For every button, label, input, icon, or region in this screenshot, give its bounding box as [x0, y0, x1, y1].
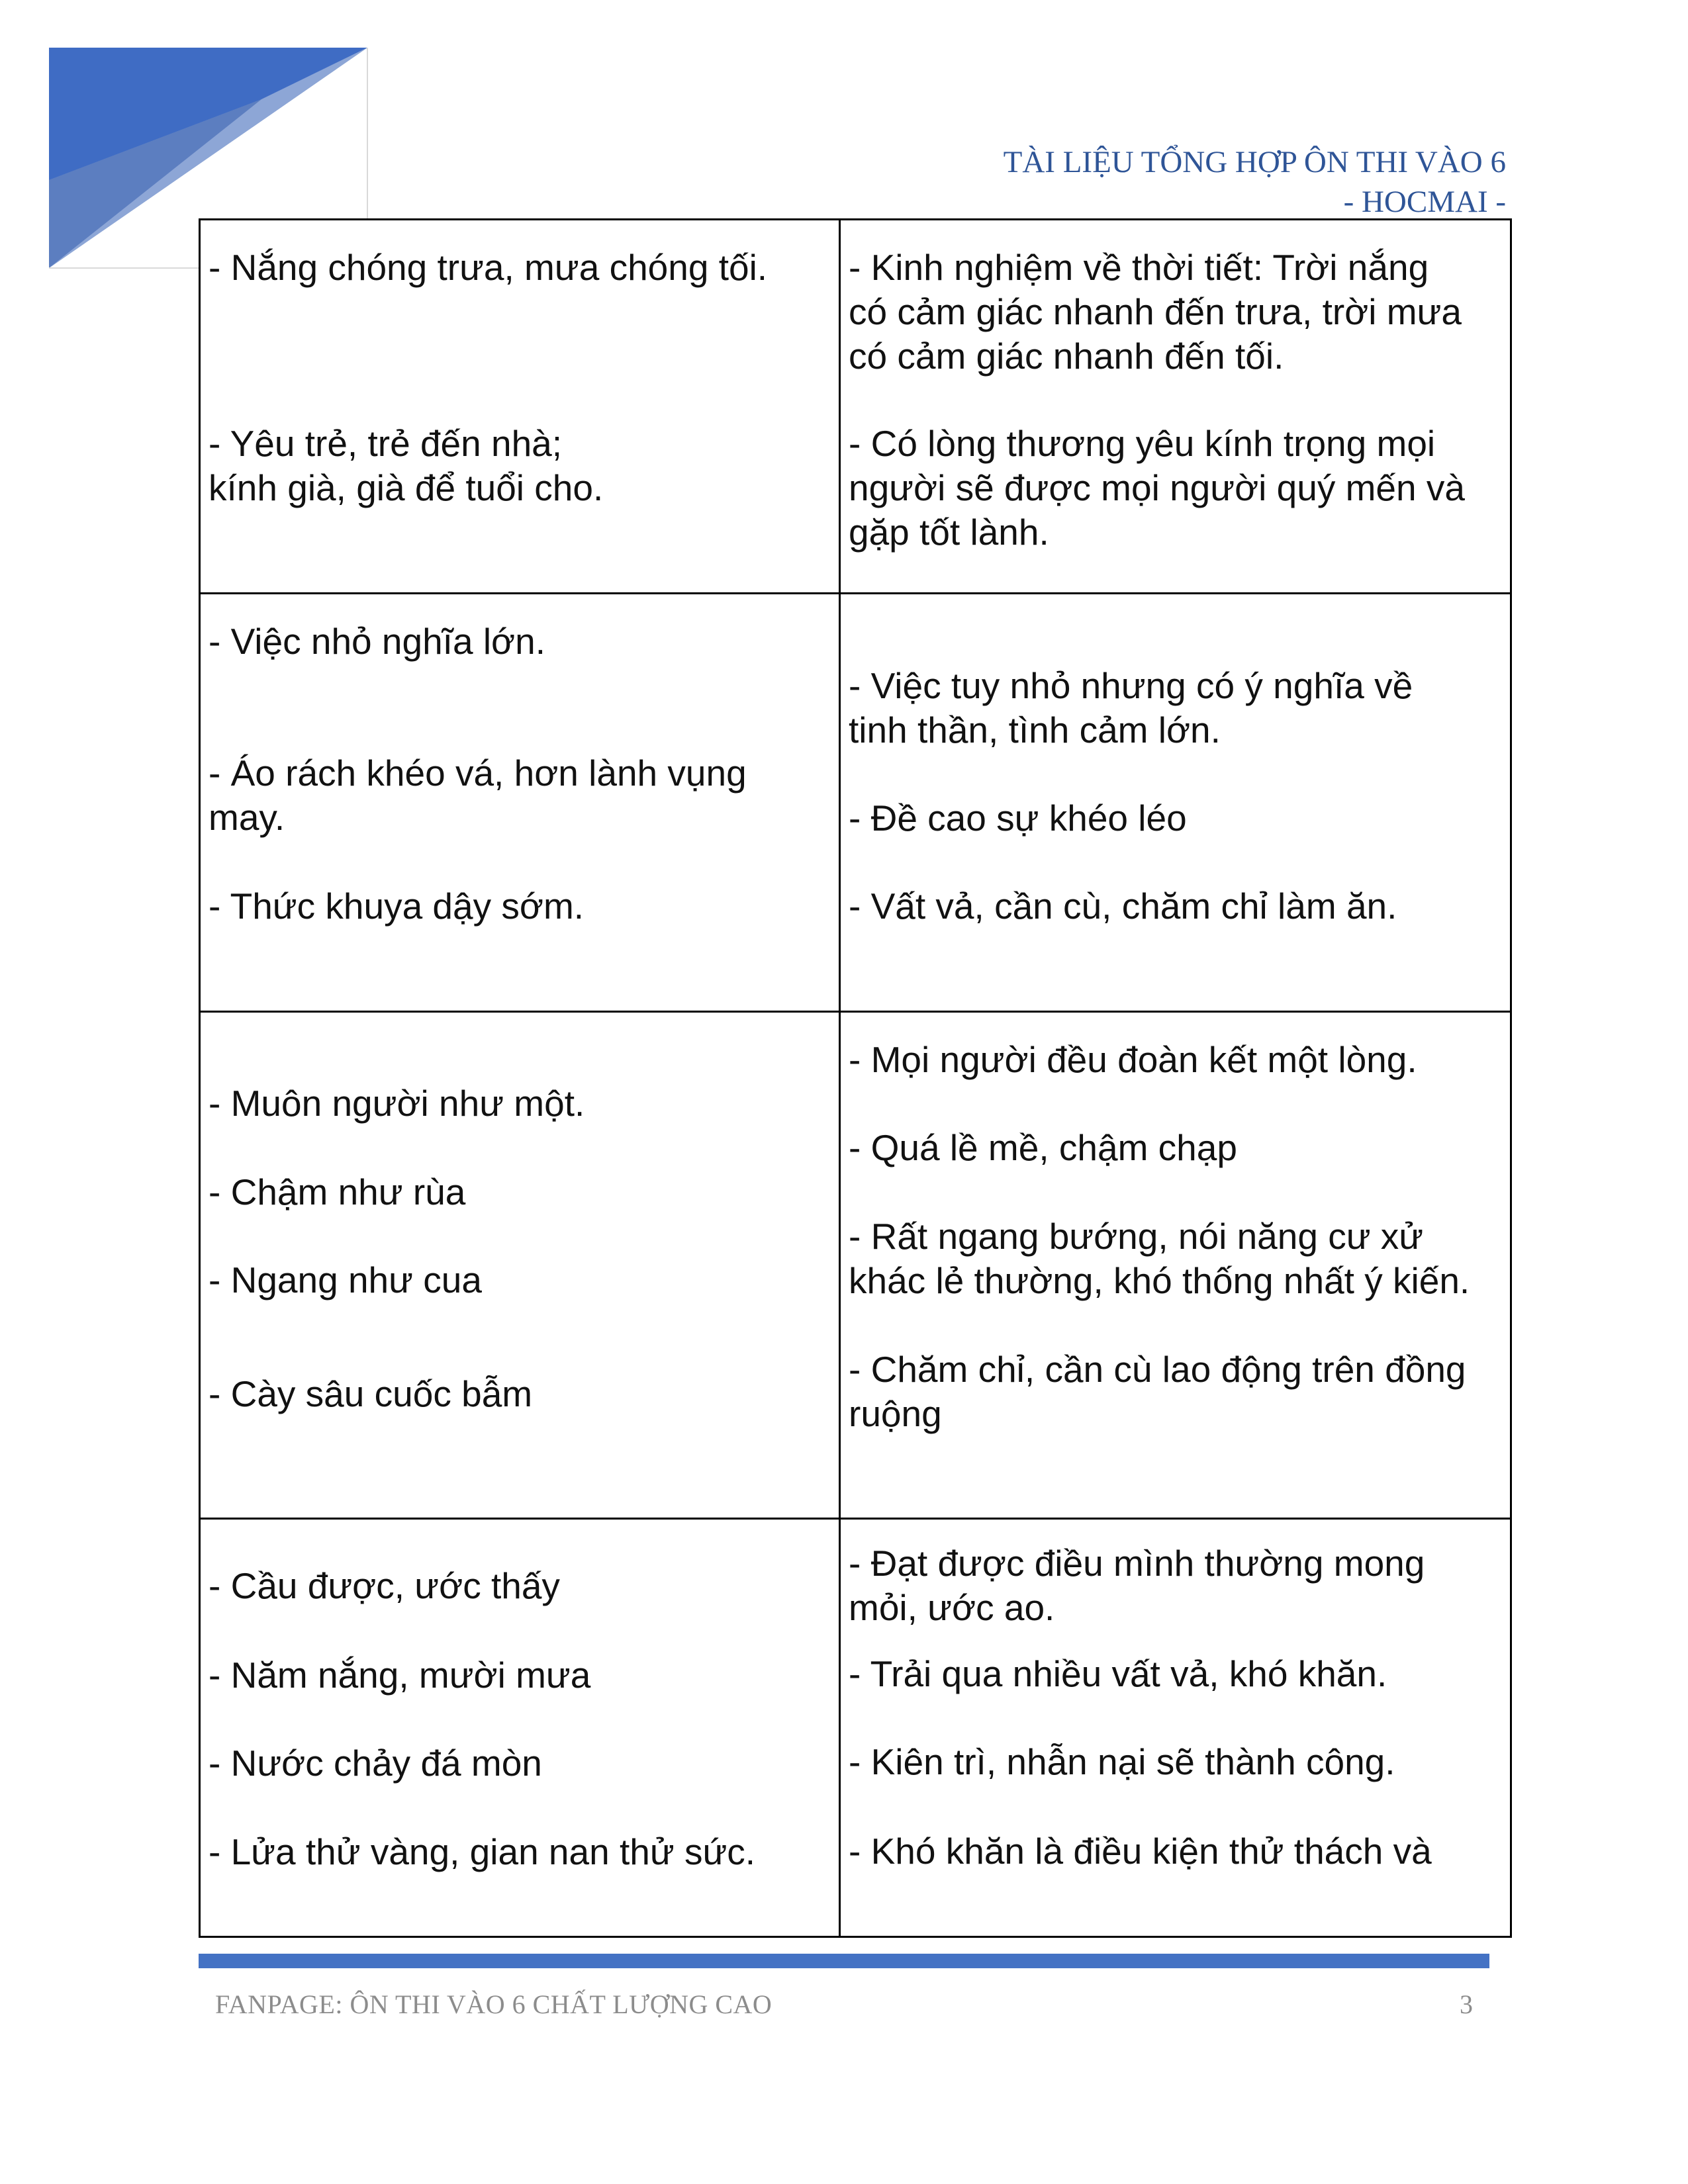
text-line: - Đạt được điều mình thường mong [849, 1543, 1425, 1584]
meaning-cell [840, 594, 1511, 1012]
proverb-item [209, 751, 747, 840]
table-row [200, 220, 1511, 594]
proverb-cell [200, 594, 840, 1012]
meaning-item [849, 1652, 1387, 1696]
footer-text: FANPAGE: ÔN THI VÀO 6 CHẤT LƯỢNG CAO [215, 1989, 773, 2019]
text-line: khác lẻ thường, khó thống nhất ý kiến. [849, 1260, 1470, 1301]
text-line: - Kiên trì, nhẫn nại sẽ thành công. [849, 1741, 1395, 1782]
text-line: - Áo rách khéo vá, hơn lành vụng [209, 752, 747, 794]
meaning-item [849, 1541, 1425, 1630]
document-header [1004, 142, 1506, 222]
meaning-item [849, 1829, 1432, 1874]
meaning-item [849, 1214, 1470, 1303]
proverb-cell [200, 1012, 840, 1519]
proverb-cell [200, 1519, 840, 1937]
text-line: mỏi, ước ao. [849, 1587, 1055, 1628]
meaning-cell [840, 1519, 1511, 1937]
text-line: - Khó khăn là điều kiện thử thách và [849, 1831, 1432, 1872]
proverb-item [209, 1830, 755, 1874]
text-line: - Nước chảy đá mòn [209, 1743, 542, 1784]
text-line: gặp tốt lành. [849, 512, 1049, 553]
proverb-item [209, 1741, 542, 1786]
proverb-item [209, 1653, 590, 1698]
proverb-item [209, 1170, 465, 1214]
proverb-item [209, 619, 545, 664]
text-line: - Thức khuya dậy sớm. [209, 886, 585, 927]
text-line: kính già, già để tuổi cho. [209, 467, 604, 508]
text-line: - Cầu được, ước thấy [209, 1565, 560, 1606]
text-line: tinh thần, tình cảm lớn. [849, 709, 1221, 751]
text-line: - Nắng chóng trưa, mưa chóng tối. [209, 247, 768, 288]
footer-accent-bar [199, 1954, 1489, 1968]
proverb-cell [200, 220, 840, 594]
text-line: - Ngang như cua [209, 1259, 482, 1300]
table-row [200, 1012, 1511, 1519]
text-line: - Mọi người đều đoàn kết một lòng. [849, 1039, 1417, 1080]
text-line: - Lửa thử vàng, gian nan thử sức. [209, 1831, 756, 1872]
meaning-item [849, 884, 1397, 929]
meaning-item [849, 796, 1187, 841]
text-line: - Chậm như rùa [209, 1171, 466, 1212]
text-line: may. [209, 797, 285, 838]
text-line: có cảm giác nhanh đến trưa, trời mưa [849, 291, 1462, 332]
meaning-cell [840, 220, 1511, 594]
text-line: - Cày sâu cuốc bẫm [209, 1373, 533, 1414]
proverb-item [209, 1081, 585, 1126]
text-line: - Chăm chỉ, cần cù lao động trên đồng [849, 1349, 1466, 1390]
text-line: - Muôn người như một. [209, 1083, 585, 1124]
text-line: - Việc nhỏ nghĩa lớn. [209, 621, 545, 662]
proverb-item [209, 1564, 560, 1608]
table-row [200, 594, 1511, 1012]
header-title: TÀI LIỆU TỔNG HỢP ÔN THI VÀO 6 [1003, 145, 1506, 179]
proverb-item [209, 246, 767, 290]
text-line: - Trải qua nhiều vất vả, khó khăn. [849, 1653, 1387, 1694]
text-line: - Vất vả, cần cù, chăm chỉ làm ăn. [849, 886, 1397, 927]
proverb-table [199, 218, 1512, 1938]
meaning-item [849, 1126, 1237, 1170]
proverb-item [209, 1372, 532, 1416]
text-line: - Năm nắng, mười mưa [209, 1655, 591, 1696]
proverb-item [209, 422, 603, 510]
text-line: - Đề cao sự khéo léo [849, 797, 1187, 839]
text-line: ruộng [849, 1393, 942, 1434]
text-line: - Quá lề mề, chậm chạp [849, 1127, 1237, 1168]
meaning-item [849, 246, 1462, 379]
proverb-item [209, 1258, 482, 1302]
meaning-item [849, 1347, 1466, 1436]
text-line: - Yêu trẻ, trẻ đến nhà; [209, 423, 563, 464]
text-line: - Rất ngang bướng, nói năng cư xử [849, 1216, 1424, 1257]
text-line: có cảm giác nhanh đến tối. [849, 336, 1284, 377]
meaning-item [849, 664, 1413, 752]
header-subtitle: - HOCMAI - [1343, 185, 1506, 219]
proverb-item [209, 884, 584, 929]
table-row [200, 1519, 1511, 1937]
meaning-cell [840, 1012, 1511, 1519]
meaning-item [849, 422, 1465, 555]
text-line: người sẽ được mọi người quý mến và [849, 467, 1465, 508]
text-line: - Việc tuy nhỏ nhưng có ý nghĩa về [849, 665, 1413, 706]
meaning-item [849, 1740, 1395, 1784]
text-line: - Có lòng thương yêu kính trọng mọi [849, 423, 1436, 464]
meaning-item [849, 1038, 1417, 1082]
text-line: - Kinh nghiệm về thời tiết: Trời nắng [849, 247, 1429, 288]
page-number: 3 [1460, 1989, 1473, 2019]
